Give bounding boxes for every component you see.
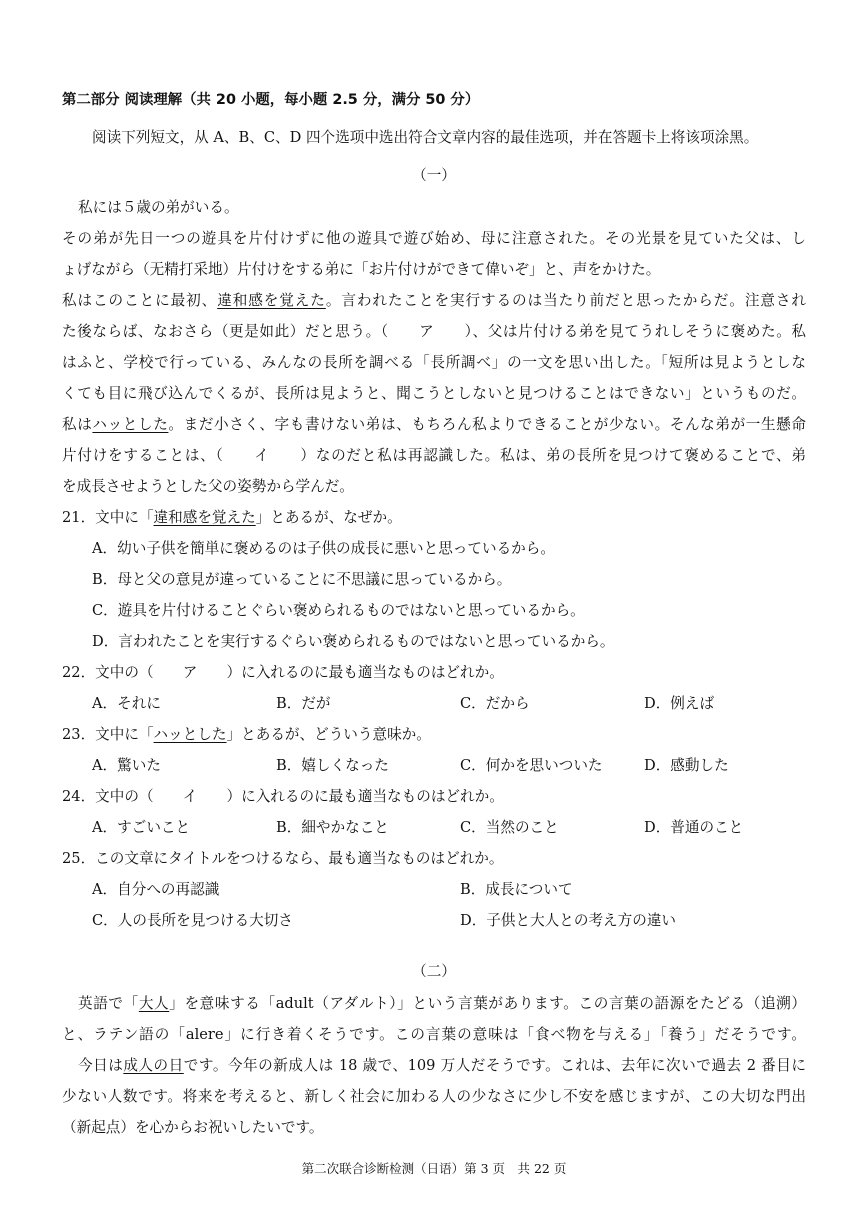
underlined-phrase: ハッとした [153,726,227,743]
question-25-option-a: A．自分への再認識 [92,881,220,898]
passage1-p2-line1: その弟が先日一つの遊具を片付けずに他の遊具で遊び始め、母に注意された。その光景を見ていた父は、し [62,230,806,247]
question-21-option-c: C．遊具を片付けることぐらい褒められるものではないと思っているから。 [92,602,585,619]
passage1-p2-line2: ょげながら（无精打采地）片付けをする弟に「お片付けができて偉いぞ」と、声をかけた。 [62,261,661,278]
question-22-option-c: C．だから [460,695,530,712]
question-22-stem: 22．文中の（ ア ）に入れるのに最も適当なものはどれか。 [62,664,504,681]
text-segment: 私は [62,416,93,433]
passage1-label: （一） [412,167,456,184]
page-footer: 第二次联合诊断检测（日语）第 3 页 共 22 页 [301,1161,567,1176]
passage2-p1-line1 [78,994,806,1014]
question-21-option-a: A．幼い子供を簡単に褒めるのは子供の成長に悪いと思っているから。 [92,540,555,557]
question-21-option-d: D．言われたことを実行するぐらい褒められるものではないと思っているから。 [92,633,615,650]
instruction-text: 阅读下列短文，从 A、B、C、D 四个选项中选出符合文章内容的最佳选项，并在答题卡上将该项涂黑。 [92,129,759,146]
text-segment: 今日は [78,1057,124,1074]
underlined-phrase-hatto: ハッとした [92,416,169,433]
text-segment: 。まだ小さく、字も書けない弟は、もちろん私よりできることが少ない。そんな弟が一生懸命 [168,416,806,433]
text-segment: 」を意味する「adult（アダルト）」という言葉があります。この言葉の語源をたどる（追溯） [169,995,806,1012]
question-21-stem [62,508,402,528]
section-title: 第二部分 阅读理解（共 20 小题，每小题 2.5 分，满分 50 分） [62,92,480,108]
passage1-p3-line3: はふと、学校で行っている、みんなの長所を調べる「長所調べ」の一文を思い出した。「短所は見ようとしな [62,354,806,371]
passage2-p1-line2: と、ラテン語の「alere」に行き着くそうです。この言葉の意味は「食べ物を与える」「養う」だそうです。 [62,1026,806,1043]
passage2-label: （二） [412,963,456,980]
passage1-paragraph1: 私には５歳の弟がいる。 [78,199,239,216]
question-25-option-b: B．成長について [460,881,573,898]
question-23-stem [62,725,431,745]
passage2-p2-line3: （新起点）を心からお祝いしたいです。 [62,1119,324,1136]
text-segment: 私はこのことに最初、 [62,292,218,309]
text-segment: 」とあるが、どういう意味か。 [226,726,431,743]
question-22-option-a: A．それに [92,695,161,712]
question-24-option-b: B．細やかなこと [276,819,389,836]
text-segment: です。今年の新成人は 18 歳で、109 万人だそうです。これは、去年に次いで過去 2 番目に [183,1057,806,1074]
text-segment: 。言われたことを実行するのは当たり前だと思ったからだ。注意され [325,292,806,309]
question-23-option-a: A．驚いた [92,757,161,774]
question-23-option-b: B．嬉しくなった [276,757,389,774]
question-25-option-c: C．人の長所を見つける大切さ [92,912,293,929]
question-21-option-b: B．母と父の意見が違っていることに不思議に思っているから。 [92,571,512,588]
passage1-p3-line4: くても目に飛び込んでくるが、長所は見ようと、聞こうとしないと見つけることはできない」というものだ。 [62,385,806,402]
passage1-p3-line6: 片付けをすることは、（ イ ）なのだと私は再認識した。私は、弟の長所を見つけて褒めることで、弟 [62,447,806,464]
text-segment: 英語で「 [78,995,139,1012]
question-24-option-d: D．普通のこと [644,819,744,836]
question-23-option-c: C．何かを思いついた [460,757,603,774]
text-segment: 23．文中に「 [62,726,154,743]
question-24-option-c: C．当然のこと [460,819,559,836]
underlined-phrase: 違和感を覚えた [153,509,256,526]
text-segment: 」とあるが、なぜか。 [255,509,402,526]
question-24-stem: 24．文中の（ イ ）に入れるのに最も適当なものはどれか。 [62,788,504,805]
underlined-phrase-iwakan: 違和感を覚えた [217,292,326,309]
question-22-option-d: D．例えば [644,695,715,712]
passage2-p2-line2: 少ない人数です。将来を考えると、新しく社会に加わる人の少なさに少し不安を感じますが、この大切な門出 [62,1088,806,1105]
question-23-option-d: D．感動した [644,757,729,774]
question-24-option-a: A．すごいこと [92,819,191,836]
underlined-phrase-otona: 大人 [138,995,170,1012]
underlined-phrase-seijin: 成人の日 [123,1057,184,1074]
passage1-p3-line7: を成長させようとした父の姿勢から学んだ。 [62,478,354,495]
question-22-option-b: B．だが [276,695,331,712]
passage1-p3-line1 [62,291,806,311]
passage2-p2-line1 [78,1056,806,1076]
passage1-p3-line5 [62,415,806,435]
text-segment: 21．文中に「 [62,509,154,526]
question-25-stem: 25．この文章にタイトルをつけるなら、最も適当なものはどれか。 [62,850,504,867]
question-25-option-d: D．子供と大人との考え方の違い [460,912,677,929]
passage1-p3-line2: た後ならば、なおさら（更是如此）だと思う。（ ア ）、父は片付ける弟を見てうれしそうに褒めた。私 [62,323,806,340]
